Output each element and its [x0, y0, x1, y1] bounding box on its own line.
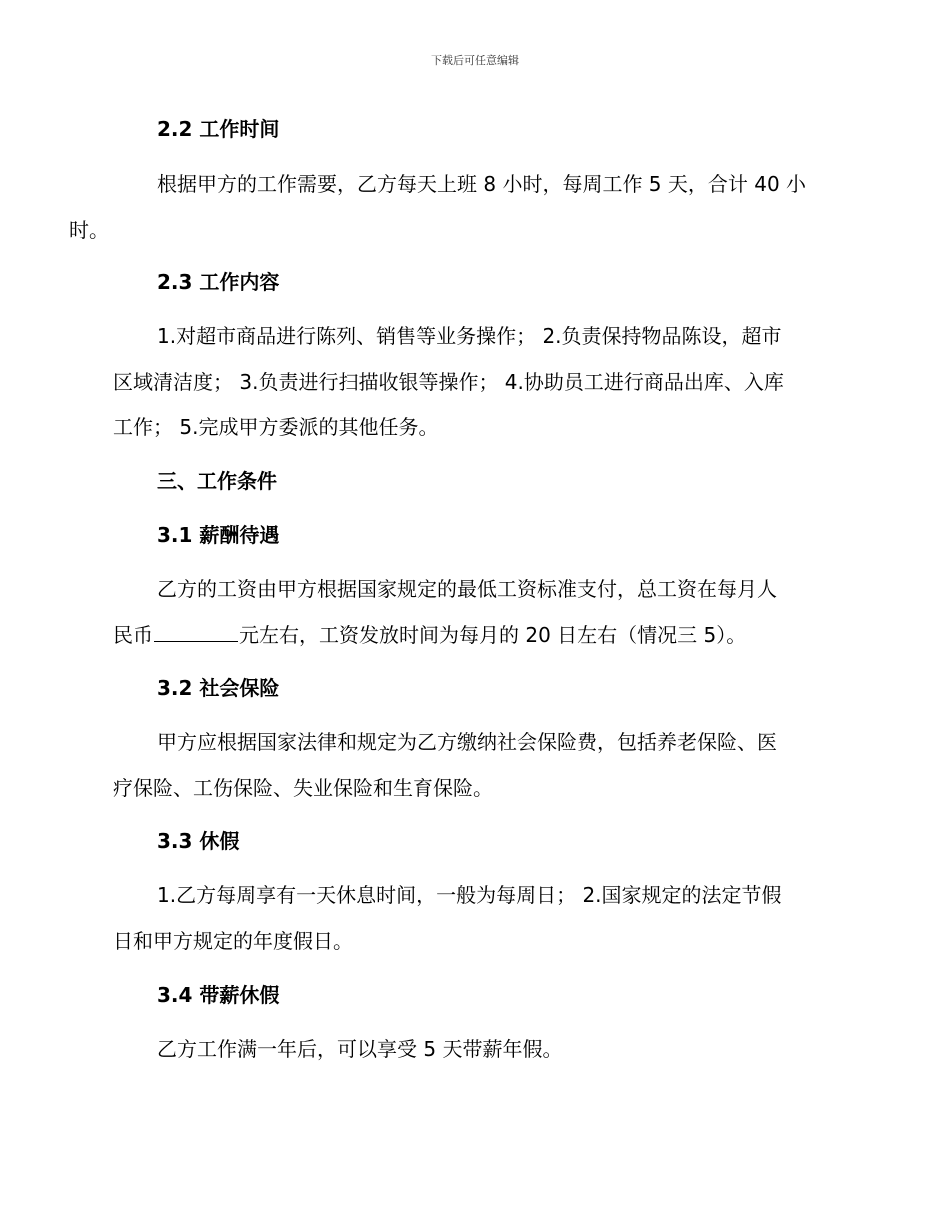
section-heading-3-3: 3.3 休假 — [157, 829, 240, 853]
paragraph-line: 日和甲方规定的年度假日。 — [113, 928, 353, 953]
paragraph-line — [69, 613, 833, 659]
paragraph-3-2 — [113, 720, 833, 811]
page-header: 下载后可任意编辑 — [431, 54, 519, 67]
paragraph-line: 甲方应根据国家法律和规定为乙方缴纳社会保险费，包括养老保险、医 — [157, 730, 777, 754]
section-heading-3-1: 3.1 薪酬待遇 — [157, 523, 280, 547]
fill-in-blank[interactable] — [154, 621, 238, 642]
paragraph-3-4 — [113, 1027, 833, 1073]
paragraph-3-1 — [113, 567, 833, 658]
paragraph-line: 乙方的工资由甲方根据国家规定的最低工资标准支付，总工资在每月人 — [157, 577, 777, 601]
paragraph-line: 乙方工作满一年后，可以享受 5 天带薪年假。 — [157, 1037, 563, 1061]
paragraph-line: 根据甲方的工作需要，乙方每天上班 8 小时，每周工作 5 天，合计 40 小 — [157, 172, 807, 196]
section-heading-2-2: 2.2 工作时间 — [157, 117, 280, 141]
section-heading-3: 三、工作条件 — [157, 469, 277, 493]
paragraph-2-3 — [113, 314, 833, 451]
paragraph-3-3 — [113, 873, 833, 964]
paragraph-2-2 — [69, 162, 833, 253]
paragraph-line: 1.对超市商品进行陈列、销售等业务操作； 2.负责保持物品陈设，超市 — [157, 324, 782, 348]
section-heading-3-2: 3.2 社会保险 — [157, 676, 280, 700]
paragraph-line: 区域清洁度； 3.负责进行扫描收银等操作； 4.协助员工进行商品出库、入库 — [113, 369, 784, 394]
paragraph-line: 1.乙方每周享有一天休息时间，一般为每周日； 2.国家规定的法定节假 — [157, 883, 782, 907]
section-heading-2-3: 2.3 工作内容 — [157, 270, 280, 294]
paragraph-line: 工作； 5.完成甲方委派的其他任务。 — [113, 415, 439, 439]
paragraph-line: 时。 — [69, 217, 109, 242]
paragraph-line: 疗保险、工伤保险、失业保险和生育保险。 — [113, 775, 493, 800]
text-segment: 民币 — [113, 622, 153, 647]
section-heading-3-4: 3.4 带薪休假 — [157, 983, 280, 1007]
text-segment: 元左右，工资发放时间为每月的 20 日左右（情况三 5）。 — [239, 622, 747, 647]
